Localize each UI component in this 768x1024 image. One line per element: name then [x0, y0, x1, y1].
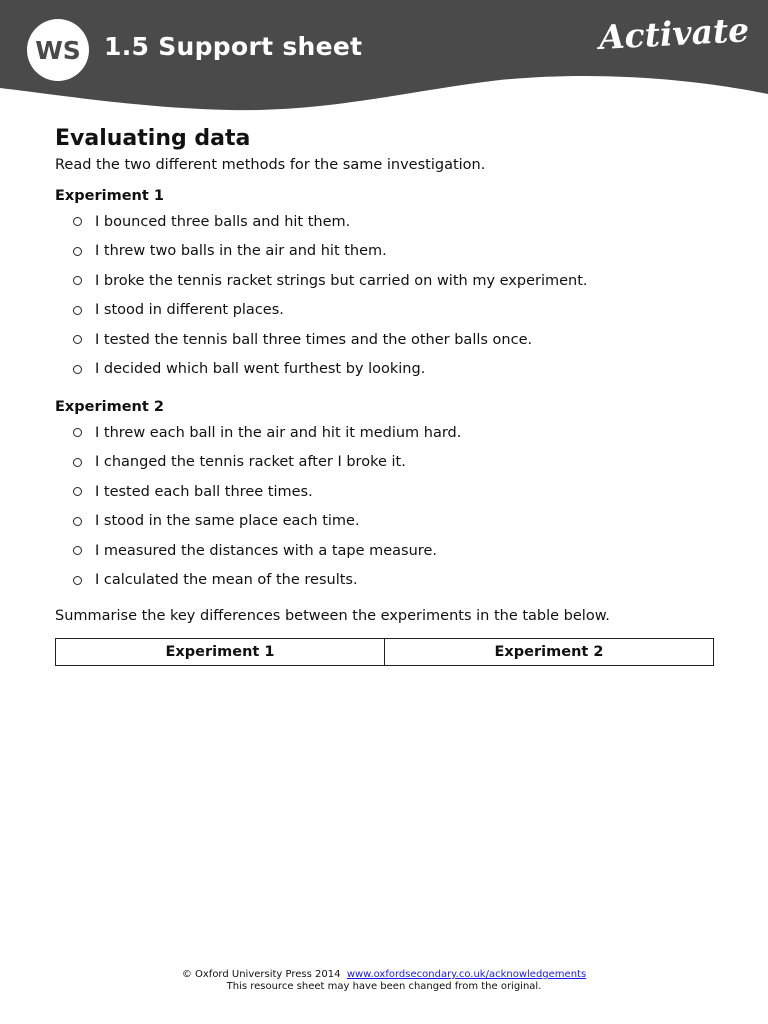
- list-item: [55, 296, 715, 326]
- page-footer: [0, 969, 768, 993]
- table-header-experiment-2: Experiment 2: [385, 639, 714, 666]
- bullet-circle-icon: [73, 428, 82, 437]
- list-item: [55, 237, 715, 267]
- list-item: [55, 266, 715, 296]
- worksheet-content: [55, 126, 715, 666]
- list-item: [55, 418, 715, 448]
- list-item: [55, 207, 715, 237]
- list-item-text: I tested the tennis ball three times and the other balls once.: [95, 331, 533, 348]
- sheet-title: 1.5 Support sheet: [104, 32, 363, 61]
- footer-note: This resource sheet may have been changed from the original.: [226, 981, 542, 992]
- list-item-text: I calculated the mean of the results.: [95, 572, 358, 589]
- list-item: [55, 477, 715, 507]
- experiment-2-heading: Experiment 2: [55, 399, 164, 415]
- list-item-text: I tested each ball three times.: [95, 483, 313, 500]
- list-item-text: I decided which ball went furthest by looking.: [95, 361, 426, 378]
- summary-prompt: Summarise the key differences between the experiments in the table below.: [55, 608, 610, 624]
- bullet-circle-icon: [73, 546, 82, 555]
- list-item: [55, 536, 715, 566]
- experiment-1-list: [55, 207, 715, 384]
- bullet-circle-icon: [73, 335, 82, 344]
- acknowledgements-link[interactable]: www.oxfordsecondary.co.uk/acknowledgements: [346, 969, 587, 980]
- bullet-circle-icon: [73, 365, 82, 374]
- bullet-circle-icon: [73, 458, 82, 467]
- bullet-circle-icon: [73, 487, 82, 496]
- bullet-circle-icon: [73, 217, 82, 226]
- list-item-text: I bounced three balls and hit them.: [95, 213, 351, 230]
- list-item: [55, 448, 715, 478]
- bullet-circle-icon: [73, 517, 82, 526]
- bullet-circle-icon: [73, 576, 82, 585]
- brand-logo: Activate: [597, 10, 751, 57]
- copyright-text: © Oxford University Press 2014: [181, 969, 341, 980]
- list-item: [55, 566, 715, 596]
- list-item: [55, 355, 715, 385]
- list-item-text: I threw each ball in the air and hit it medium hard.: [95, 424, 462, 441]
- page-title: Evaluating data: [55, 126, 251, 151]
- list-item-text: I threw two balls in the air and hit them.: [95, 243, 387, 260]
- bullet-circle-icon: [73, 247, 82, 256]
- list-item-text: I broke the tennis racket strings but carried on with my experiment.: [95, 272, 588, 289]
- list-item: [55, 507, 715, 537]
- summary-table: [55, 638, 714, 666]
- bullet-circle-icon: [73, 276, 82, 285]
- experiment-2-list: [55, 418, 715, 595]
- list-item-text: I measured the distances with a tape measure.: [95, 542, 437, 559]
- table-header-experiment-1: Experiment 1: [56, 639, 385, 666]
- list-item: [55, 325, 715, 355]
- list-item-text: I stood in the same place each time.: [95, 513, 360, 530]
- list-item-text: I changed the tennis racket after I broke it.: [95, 454, 406, 471]
- intro-text: Read the two different methods for the same investigation.: [55, 157, 486, 173]
- bullet-circle-icon: [73, 306, 82, 315]
- experiment-1-heading: Experiment 1: [55, 188, 164, 204]
- ws-badge: WS: [27, 19, 89, 81]
- page-header: [0, 0, 768, 120]
- list-item-text: I stood in different places.: [95, 302, 284, 319]
